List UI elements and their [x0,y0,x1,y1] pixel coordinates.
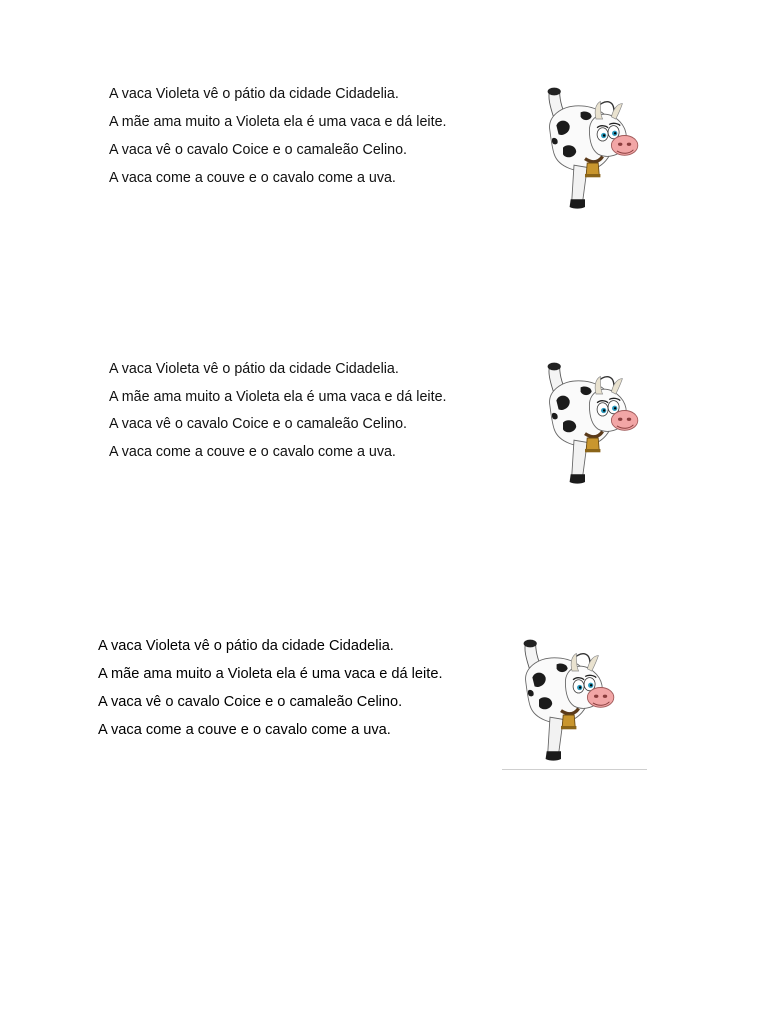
verse-line: A mãe ama muito a Violeta ela é uma vaca e dá leite. [109,389,447,405]
verse-line: A vaca vê o cavalo Coice e o camaleão Celino. [98,694,403,710]
cartoon-cow-icon [506,638,616,770]
cartoon-cow-icon [530,361,640,493]
verse-block-2 [109,360,499,470]
verse-block-1 [109,85,499,195]
verse-line: A vaca come a couve e o cavalo come a uva. [109,170,396,186]
verse-block-3 [98,637,488,747]
verse-line: A vaca Violeta vê o pátio da cidade Cidadelia. [109,361,399,377]
verse-line: A vaca vê o cavalo Coice e o camaleão Celino. [109,142,408,158]
verse-line: A vaca come a couve e o cavalo come a uva. [98,722,391,738]
verse-line: A mãe ama muito a Violeta ela é uma vaca e dá leite. [98,666,443,682]
verse-line: A vaca come a couve e o cavalo come a uva. [109,444,396,460]
cartoon-cow-icon [530,86,640,218]
verse-line: A mãe ama muito a Violeta ela é uma vaca e dá leite. [109,114,447,130]
verse-line: A vaca vê o cavalo Coice e o camaleão Celino. [109,416,408,432]
verse-line: A vaca Violeta vê o pátio da cidade Cidadelia. [98,638,394,654]
verse-line: A vaca Violeta vê o pátio da cidade Cidadelia. [109,86,399,102]
